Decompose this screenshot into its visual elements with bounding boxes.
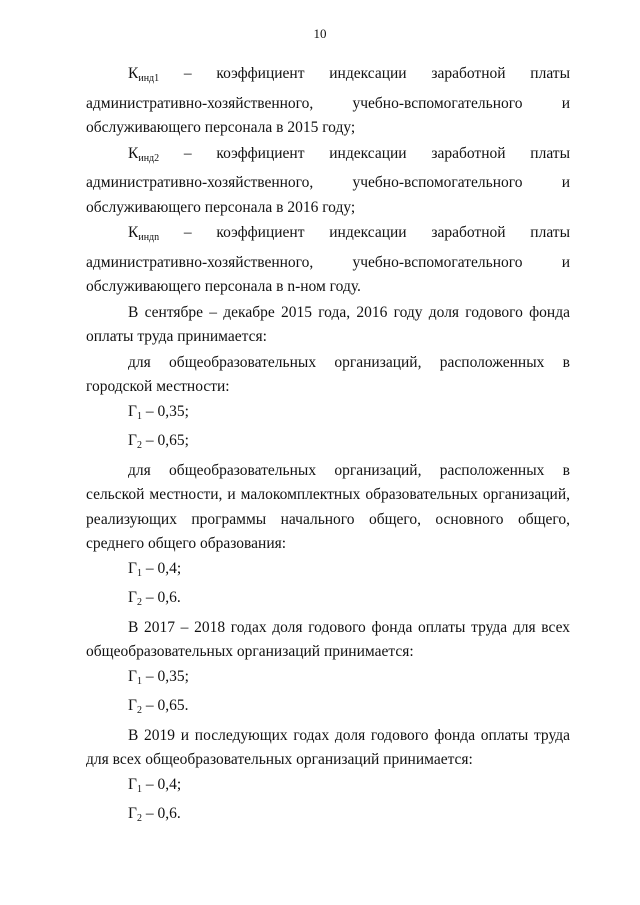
g-symbol: Г — [128, 432, 137, 449]
coef-symbol: К — [128, 144, 139, 162]
sept-paragraph: В сентябре – декабре 2015 года, 2016 году доля годового фонда оплаты труда принимается: — [86, 303, 570, 345]
document-body — [86, 62, 570, 832]
g-value: – 0,35; — [141, 402, 189, 420]
formula-g1 — [86, 773, 570, 803]
formula-g1 — [86, 400, 570, 430]
g-value: – 0,65; — [141, 432, 189, 449]
g-subscript: 2 — [136, 440, 142, 451]
g-subscript: 2 — [136, 597, 142, 608]
coef-paragraph-2 — [86, 142, 570, 221]
dash: – — [159, 65, 217, 82]
g-value: – 0,65. — [141, 697, 189, 714]
g-symbol: Г — [128, 559, 137, 577]
year-2017-paragraph: В 2017 – 2018 годах доля годового фонда оплаты труда для всех общеобразовательных организаций принимается: — [86, 618, 570, 660]
year-2019-paragraph: В 2019 и последующих годах доля годового фонда оплаты труда для всех общеобразовательных организаций принимается: — [86, 726, 570, 768]
formula-g2 — [86, 586, 570, 616]
g-value: – 0,6. — [141, 589, 181, 606]
g-symbol: Г — [128, 667, 137, 685]
coef-symbol: К — [128, 65, 139, 82]
g-value: – 0,4; — [141, 775, 182, 793]
page-number: 10 — [313, 26, 327, 41]
coef-description: коэффициент индексации заработной платы административно-хозяйственного, учебно-вспомогательного и обслуживающего персонала в 2015 году; — [86, 65, 570, 136]
g-symbol: Г — [128, 697, 137, 714]
formula-g1 — [86, 665, 570, 695]
coef-subscript: инд2 — [138, 152, 160, 164]
formula-g1 — [86, 557, 570, 587]
dash: – — [159, 224, 217, 241]
formula-g2 — [86, 429, 570, 459]
rural-paragraph: для общеобразовательных организаций, расположенных в сельской местности, и малокомплектных образовательных организаций, реализующих программы начального общего, основного общего, среднего общего образования: — [86, 461, 570, 552]
coef-subscript: индn — [138, 232, 160, 243]
urban-paragraph: для общеобразовательных организаций, расположенных в городской местности: — [86, 353, 570, 395]
g-subscript: 1 — [136, 567, 142, 579]
g-value: – 0,35; — [141, 667, 189, 685]
formula-g2 — [86, 802, 570, 832]
g-subscript: 1 — [136, 783, 142, 795]
dash: – — [159, 144, 217, 162]
g-subscript: 2 — [136, 705, 142, 716]
g-symbol: Г — [128, 805, 137, 822]
formula-g2 — [86, 694, 570, 724]
g-subscript: 2 — [136, 813, 142, 824]
g-subscript: 1 — [136, 410, 142, 422]
g-value: – 0,4; — [141, 559, 182, 577]
coef-paragraph-1 — [86, 62, 570, 141]
coef-description: коэффициент индексации заработной платы административно-хозяйственного, учебно-вспомогательного и обслуживающего персонала в 2016 году; — [86, 144, 570, 216]
g-subscript: 1 — [136, 675, 142, 687]
coef-description: коэффициент индексации заработной платы административно-хозяйственного, учебно-вспомогательного и обслуживающего персонала в n-ном году. — [86, 224, 570, 295]
coef-subscript: инд1 — [138, 73, 160, 84]
g-symbol: Г — [128, 589, 137, 606]
coef-symbol: К — [128, 224, 139, 241]
g-symbol: Г — [128, 402, 137, 420]
g-symbol: Г — [128, 775, 137, 793]
coef-paragraph-3 — [86, 221, 570, 300]
g-value: – 0,6. — [141, 805, 181, 822]
